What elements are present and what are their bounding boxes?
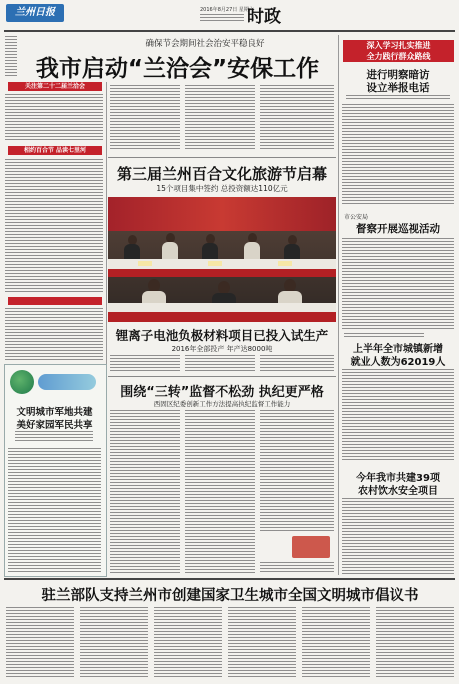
- right-subhead: [346, 95, 450, 100]
- story2-headline: 第三届兰州百合文化旅游节启幕: [116, 165, 327, 183]
- campaign-tag: 全力践行群众路线: [343, 51, 454, 62]
- body-text-column: [80, 607, 148, 679]
- body-text-column: [260, 355, 334, 373]
- right-kicker-line: [344, 333, 424, 337]
- photo-nameplate: [278, 261, 292, 266]
- civic-headline-1: 文明城市军地共建: [16, 407, 93, 418]
- photo-table: [108, 303, 336, 312]
- body-text-column: [376, 607, 454, 679]
- right-headline-1b: 设立举报电话: [366, 82, 430, 94]
- photo-nameplate: [208, 261, 222, 266]
- right-headline-2: 督察开展巡视活动: [356, 223, 440, 235]
- story4-headline: 围绕“三转”监督不松劲 执纪更严格: [120, 385, 324, 400]
- civic-subhead: [15, 431, 93, 443]
- story-divider: [108, 376, 336, 377]
- body-text-column: [342, 498, 454, 574]
- photo-nameplate: [138, 261, 152, 266]
- lead-headline: 我市启动“兰洽会”安保工作: [35, 56, 320, 82]
- body-text-column: [260, 410, 334, 532]
- right-headline-4b: 农村饮水安全项目: [358, 486, 438, 497]
- lead-kicker: 确保节会期间社会治安平稳良好: [145, 39, 265, 49]
- body-text-column: [6, 607, 74, 679]
- photo-backdrop: [108, 197, 336, 231]
- body-text-column: [260, 85, 334, 151]
- column-banner: 关注第二十二届兰洽会: [8, 82, 102, 91]
- photo-tablecloth: [108, 269, 336, 277]
- body-text-column: [342, 104, 454, 204]
- body-text-column: [185, 355, 255, 373]
- body-text-column: [5, 36, 17, 76]
- body-text-column: [185, 410, 255, 574]
- body-text-column: [5, 308, 103, 360]
- civic-city-logo-icon: [10, 370, 34, 394]
- story-divider: [108, 157, 336, 158]
- body-text-column: [228, 607, 296, 679]
- column-banner: [8, 297, 102, 305]
- right-headline-4a: 今年我市共建39项: [356, 473, 440, 484]
- body-text-column: [260, 562, 334, 574]
- body-text-column: [5, 94, 103, 142]
- body-text-column: [185, 85, 255, 151]
- section-title: 时政: [247, 7, 281, 27]
- right-headline-1a: 进行明察暗访: [366, 69, 430, 81]
- right-kicker: 市公安局: [344, 214, 369, 221]
- story3-subhead: 2016年全部投产 年产达8000吨: [171, 345, 273, 353]
- story3-headline: 锂离子电池负极材料项目已投入试生产: [115, 328, 329, 343]
- newspaper-logo-icon: 兰州日报: [6, 4, 64, 22]
- column-divider: [338, 35, 339, 575]
- story4-subhead: 西固区纪委创新工作方法提高执纪监督工作能力: [153, 400, 291, 408]
- body-text-column: [8, 448, 101, 572]
- body-text-column: [342, 369, 454, 461]
- signing-ceremony-photo: [108, 197, 336, 322]
- body-text-column: [154, 607, 222, 679]
- editor-credits: [200, 14, 244, 22]
- body-text-column: [5, 159, 103, 293]
- civic-headline-2: 美好家园军民共享: [16, 420, 93, 431]
- civic-logo-ribbon: [38, 374, 96, 390]
- photo-person: [244, 242, 260, 260]
- campaign-tag: 深入学习扎实推进: [343, 40, 454, 51]
- photo-person: [162, 242, 178, 260]
- body-text-column: [110, 85, 180, 151]
- body-text-column: [342, 238, 454, 330]
- body-text-column: [110, 410, 180, 574]
- photo-tablecloth: [108, 312, 336, 322]
- body-text-column: [110, 355, 180, 373]
- right-headline-3b: 就业人数为62019人: [350, 357, 446, 368]
- issue-date: 2016年8月27日 星期六: [200, 7, 254, 13]
- red-seal-icon: [292, 536, 330, 558]
- body-text-column: [302, 607, 370, 679]
- column-banner: 相约百合节 品读七里河: [8, 146, 102, 155]
- masthead-rule: [4, 30, 455, 32]
- bottom-rule: [4, 578, 455, 580]
- story2-subhead: 15个项目集中签约 总投资额达110亿元: [156, 184, 288, 193]
- right-headline-3a: 上半年全市城镇新增: [353, 344, 443, 355]
- bottom-headline: 驻兰部队支持兰州市创建国家卫生城市全国文明城市倡议书: [41, 588, 419, 604]
